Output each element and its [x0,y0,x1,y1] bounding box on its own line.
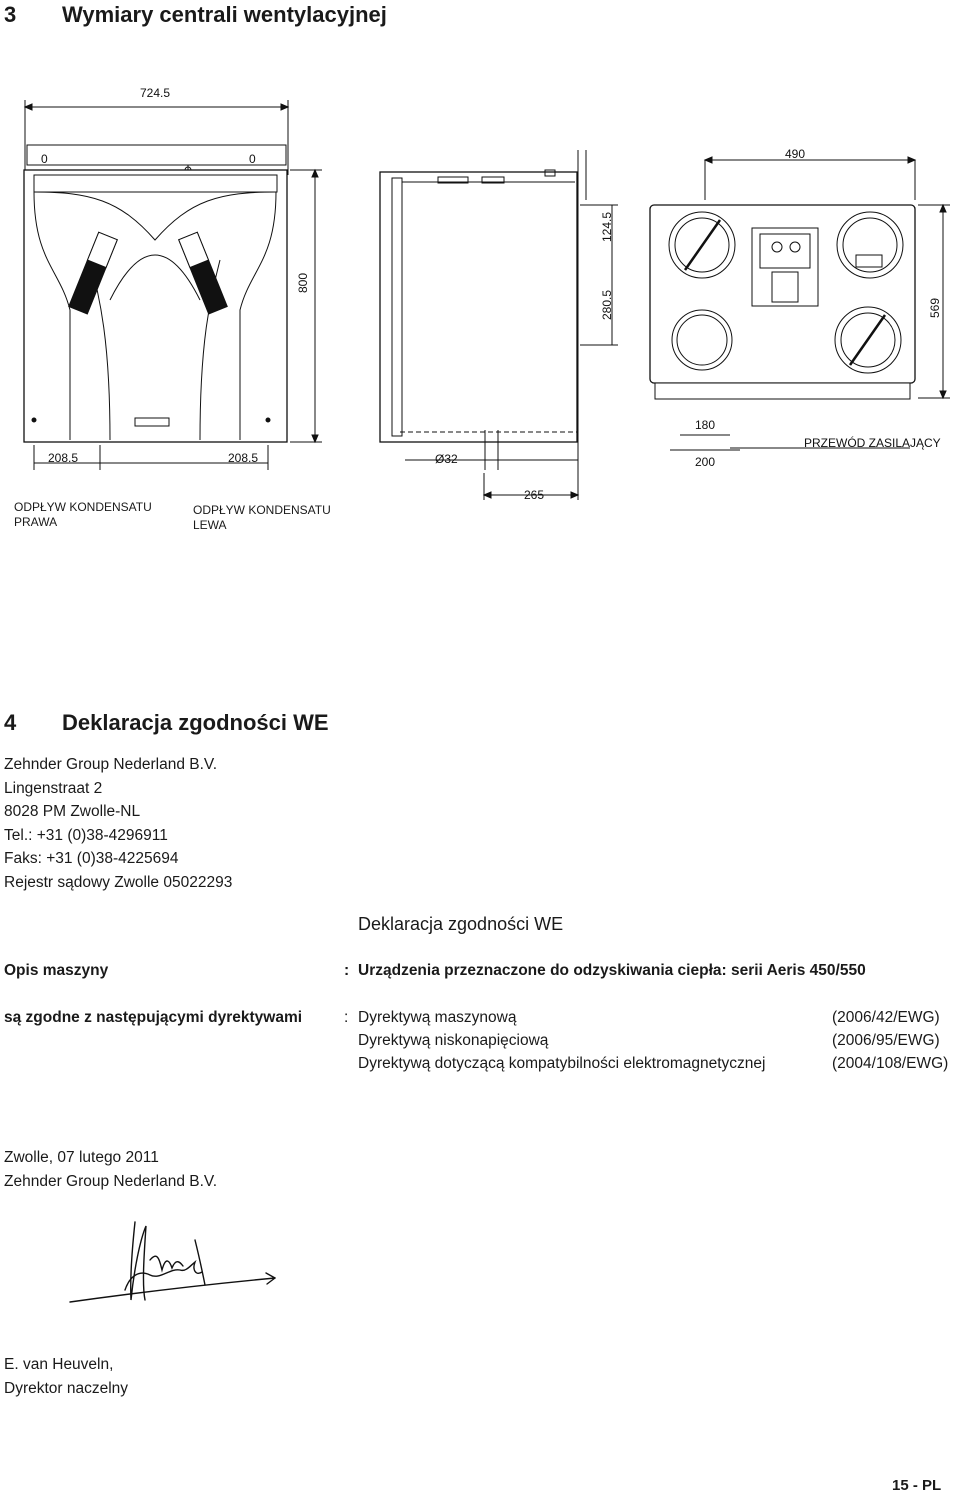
dim-zero-right: 0 [249,152,256,166]
label-condensate-right: ODPŁYW KONDENSATU PRAWA [14,500,152,529]
dim-diameter: Ø32 [435,452,458,466]
signer-role: Dyrektor naczelny [4,1379,129,1397]
section-4-number: 4 [4,710,17,735]
company-address [4,753,232,894]
signer-name: E. van Heuveln, [4,1356,114,1373]
company-street: Lingenstraat 2 [4,779,103,797]
dim-side-a: 124.5 [600,211,614,242]
dimension-drawing [0,0,960,560]
signoff-block [4,1146,217,1193]
section-4-heading [4,710,329,736]
page-number: 15 - PL [892,1477,942,1494]
signoff-place-date: Zwolle, 07 lutego 2011 [4,1149,159,1166]
dim-height-front: 800 [296,272,310,293]
dim-zero-left: 0 [41,152,48,166]
directive-code: (2006/95/EWG) [832,1032,940,1049]
dim-bottom-left: 208.5 [48,451,79,465]
label-condensate-left: ODPŁYW KONDENSATU LEWA [193,503,331,532]
dim-bottom-180: 180 [695,418,716,432]
dim-height-right: 569 [928,297,942,318]
machine-description: Urządzenia przeznaczone do odzyskiwania ciepła: serii Aeris 450/550 [358,962,866,979]
declaration-heading: Deklaracja zgodności WE [358,914,564,934]
directive-name: Dyrektywą niskonapięciową [358,1032,549,1049]
conform-colon: : [344,1009,349,1026]
company-register: Rejestr sądowy Zwolle 05022293 [4,873,233,891]
company-name: Zehnder Group Nederland B.V. [4,756,218,773]
directive-code: (2004/108/EWG) [832,1055,949,1072]
dim-bottom-mid: 208.5 [228,451,259,465]
section-3-title: Wymiary centrali wentylacyjnej [62,2,387,27]
dim-side-b: 280.5 [600,289,614,320]
company-city: 8028 PM Zwolle-NL [4,803,141,820]
dim-top-right: 490 [785,147,806,161]
company-tel: Tel.: +31 (0)38-4296911 [4,826,168,844]
section-4-title: Deklaracja zgodności WE [62,710,329,735]
machine-colon: : [344,962,350,979]
signer-block [4,1353,128,1400]
dim-depth: 265 [524,488,545,502]
company-fax: Faks: +31 (0)38-4225694 [4,850,179,867]
directive-code: (2006/42/EWG) [832,1009,940,1026]
section-3-number: 3 [4,2,17,27]
dim-bottom-200: 200 [695,455,716,469]
label-power-cable: PRZEWÓD ZASILAJĄCY [804,436,941,450]
conform-label: są zgodne z następującymi dyrektywami [4,1009,303,1026]
dim-width-front: 724.5 [140,86,171,100]
directive-name: Dyrektywą maszynową [358,1009,517,1026]
machine-label: Opis maszyny [4,962,109,979]
directive-name: Dyrektywą dotyczącą kompatybilności elektromagnetycznej [358,1055,766,1072]
signoff-company: Zehnder Group Nederland B.V. [4,1172,218,1190]
